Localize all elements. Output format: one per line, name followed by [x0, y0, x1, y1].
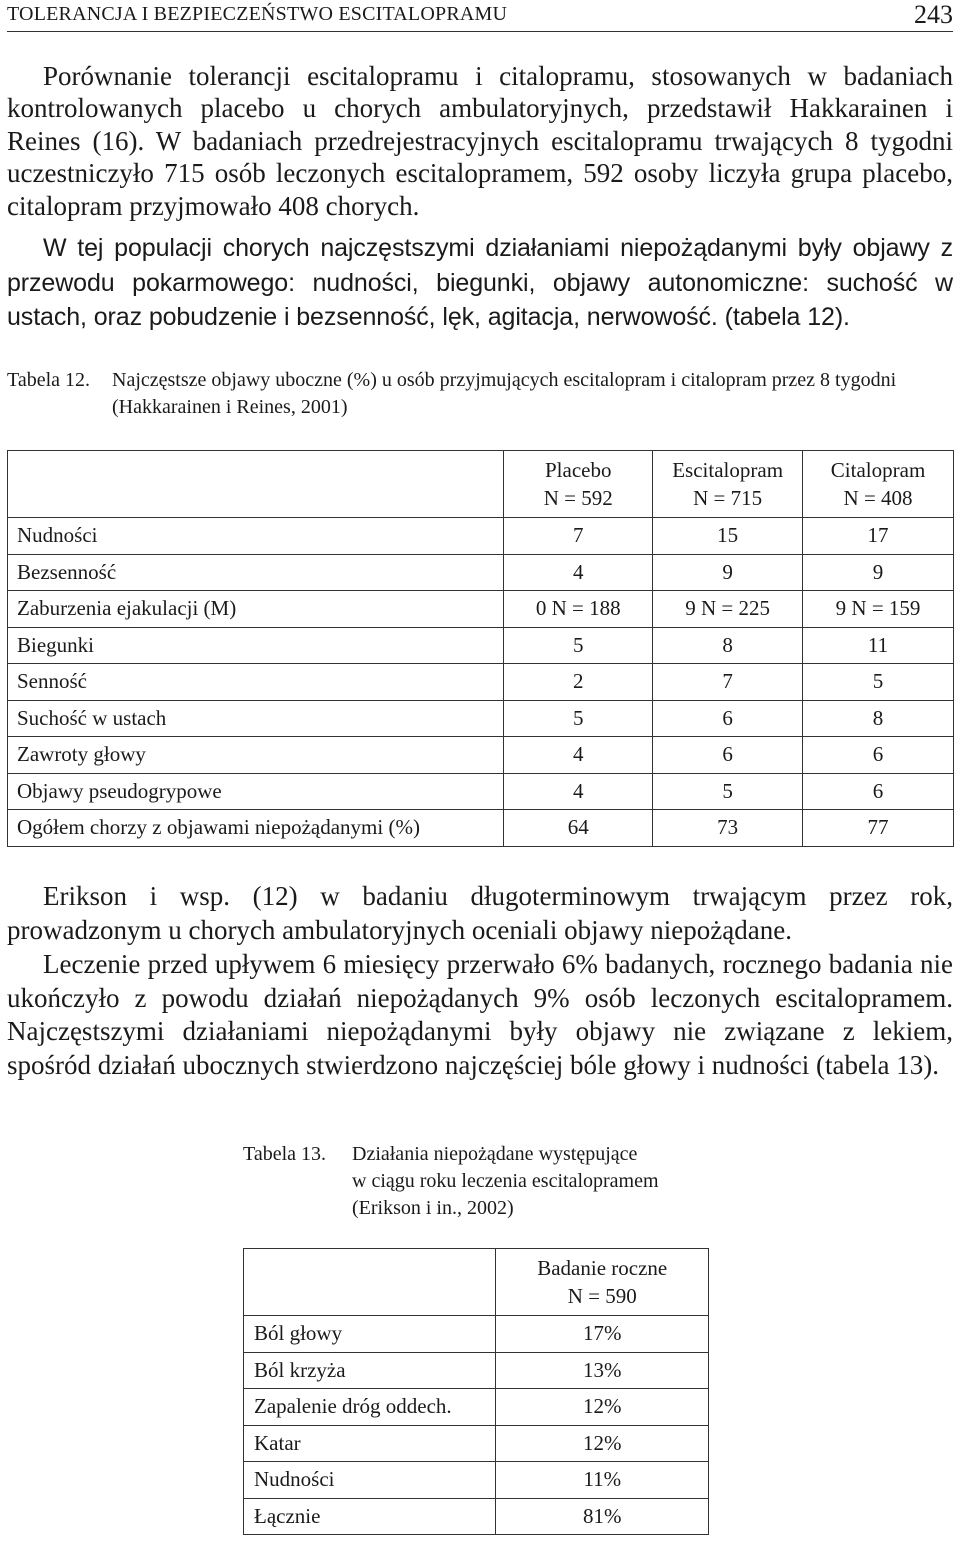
cell-value: 6 [803, 773, 954, 810]
table-row [8, 773, 954, 810]
table13-caption-line: w ciągu roku leczenia escitalopramem [352, 1170, 659, 1192]
col-name: Placebo [545, 458, 612, 482]
table12-label: Tabela 12. [7, 369, 91, 391]
cell-value: 6 [653, 737, 803, 774]
table-row [8, 591, 954, 628]
cell-value: 12% [496, 1425, 709, 1462]
row-label: Nudności [8, 518, 504, 555]
cell-value: 11% [496, 1462, 709, 1499]
table13-label: Tabela 13. [243, 1143, 327, 1165]
running-title: TOLERANCJA I BEZPIECZEŃSTWO ESCITALOPRAMU [7, 3, 508, 25]
table-row [244, 1498, 709, 1535]
row-label: Ogółem chorzy z objawami niepożądanymi (%) [8, 810, 504, 847]
cell-value: 5 [653, 773, 803, 810]
cell-value: 15 [653, 518, 803, 555]
paragraph-3: Erikson i wsp. (12) w badaniu długoterminowym trwającym przez rok, prowadzonym u chorych ambulatoryjnych oceniali objawy niepożądane. [7, 881, 953, 945]
cell-value: 8 [803, 700, 954, 737]
table12-col-header-citalopram [803, 451, 954, 518]
col-name: Citalopram [830, 458, 926, 482]
table12-col-header-escitalopram [653, 451, 803, 518]
cell-value: 8 [653, 627, 803, 664]
row-label: Ból krzyża [244, 1352, 496, 1389]
paragraph-4: Leczenie przed upływem 6 miesięcy przerwało 6% badanych, rocznego badania nie ukończyło z powodu działań niepożądanych 9% osób leczonych escitalopramem. Najczęstszymi działaniami niepożądanymi były objawy nie związane z lekiem, spośród działań ubocznych stwierdzono najczęściej bóle głowy i nudności (tabela 13). [7, 949, 953, 1080]
table-row [8, 518, 954, 555]
table13-header-empty [244, 1249, 496, 1316]
row-label: Zawroty głowy [8, 737, 504, 774]
cell-value: 64 [504, 810, 653, 847]
cell-value: 5 [504, 700, 653, 737]
col-n: N = 408 [843, 486, 913, 510]
table-row [8, 810, 954, 847]
cell-value: 9 N = 225 [653, 591, 803, 628]
cell-value: 6 [803, 737, 954, 774]
cell-value: 73 [653, 810, 803, 847]
cell-value: 2 [504, 664, 653, 701]
table12-header-row [8, 451, 954, 518]
col-name: Escitalopram [672, 458, 784, 482]
col-n: N = 715 [693, 486, 763, 510]
row-label: Biegunki [8, 627, 504, 664]
cell-value: 11 [803, 627, 954, 664]
row-label: Ból głowy [244, 1316, 496, 1353]
page-number: 243 [914, 0, 953, 29]
cell-value: 4 [504, 773, 653, 810]
table-row [244, 1352, 709, 1389]
cell-value: 4 [504, 554, 653, 591]
table-row [8, 554, 954, 591]
table13-col-header [496, 1249, 709, 1316]
table-row [244, 1462, 709, 1499]
row-label: Zaburzenia ejakulacji (M) [8, 591, 504, 628]
table12-caption: Najczęstsze objawy uboczne (%) u osób przyjmujących escitalopram i citalopram przez 8 tygodni (Hakkarainen i Reines, 2001) [112, 369, 897, 418]
cell-value: 4 [504, 737, 653, 774]
row-label: Łącznie [244, 1498, 496, 1535]
cell-value: 17 [803, 518, 954, 555]
row-label: Senność [8, 664, 504, 701]
table13-caption-line: Działania niepożądane występujące [352, 1143, 638, 1165]
running-header [7, 0, 953, 32]
cell-value: 5 [803, 664, 954, 701]
table-row [8, 664, 954, 701]
row-label: Suchość w ustach [8, 700, 504, 737]
table-row [244, 1316, 709, 1353]
cell-value: 9 [803, 554, 954, 591]
table-row [8, 627, 954, 664]
table12-col-header-placebo [504, 451, 653, 518]
table-row [244, 1389, 709, 1426]
cell-value: 9 [653, 554, 803, 591]
table-row [8, 700, 954, 737]
col-n: N = 590 [567, 1284, 637, 1308]
table-row [8, 737, 954, 774]
table-13 [243, 1248, 709, 1535]
cell-value: 7 [504, 518, 653, 555]
row-label: Objawy pseudogrypowe [8, 773, 504, 810]
cell-value: 5 [504, 627, 653, 664]
col-n: N = 592 [543, 486, 613, 510]
cell-value: 9 N = 159 [803, 591, 954, 628]
cell-value: 6 [653, 700, 803, 737]
row-label: Zapalenie dróg oddech. [244, 1389, 496, 1426]
paragraph-2: W tej populacji chorych najczęstszymi działaniami niepożądanymi były objawy z przewodu pokarmowego: nudności, biegunki, objawy autonomiczne: suchość w ustach, oraz pobudzenie i bezsenność, lęk, agitacja, nerwowość. (tabela 12). [7, 234, 953, 331]
cell-value: 77 [803, 810, 954, 847]
cell-value: 13% [496, 1352, 709, 1389]
cell-value: 81% [496, 1498, 709, 1535]
col-name: Badanie roczne [537, 1256, 668, 1280]
table12-header-empty [8, 451, 504, 518]
cell-value: 12% [496, 1389, 709, 1426]
row-label: Nudności [244, 1462, 496, 1499]
row-label: Katar [244, 1425, 496, 1462]
table13-caption-line: (Erikson i in., 2002) [352, 1197, 514, 1219]
table-row [244, 1425, 709, 1462]
table-12 [7, 450, 954, 847]
table13-header-row [244, 1249, 709, 1316]
cell-value: 17% [496, 1316, 709, 1353]
paragraph-1: Porównanie tolerancji escitalopramu i citalopramu, stosowanych w badaniach kontrolowanych placebo u chorych ambulatoryjnych, przedstawił Hakkarainen i Reines (16). W badaniach przedrejestracyjnych escitalopramu trwających 8 tygodni uczestniczyło 715 osób leczonych escitalopramem, 592 osoby liczyła grupa placebo, citalopram przyjmowało 408 chorych. [7, 61, 953, 221]
table13-caption [352, 1141, 752, 1222]
cell-value: 7 [653, 664, 803, 701]
cell-value: 0 N = 188 [504, 591, 653, 628]
row-label: Bezsenność [8, 554, 504, 591]
